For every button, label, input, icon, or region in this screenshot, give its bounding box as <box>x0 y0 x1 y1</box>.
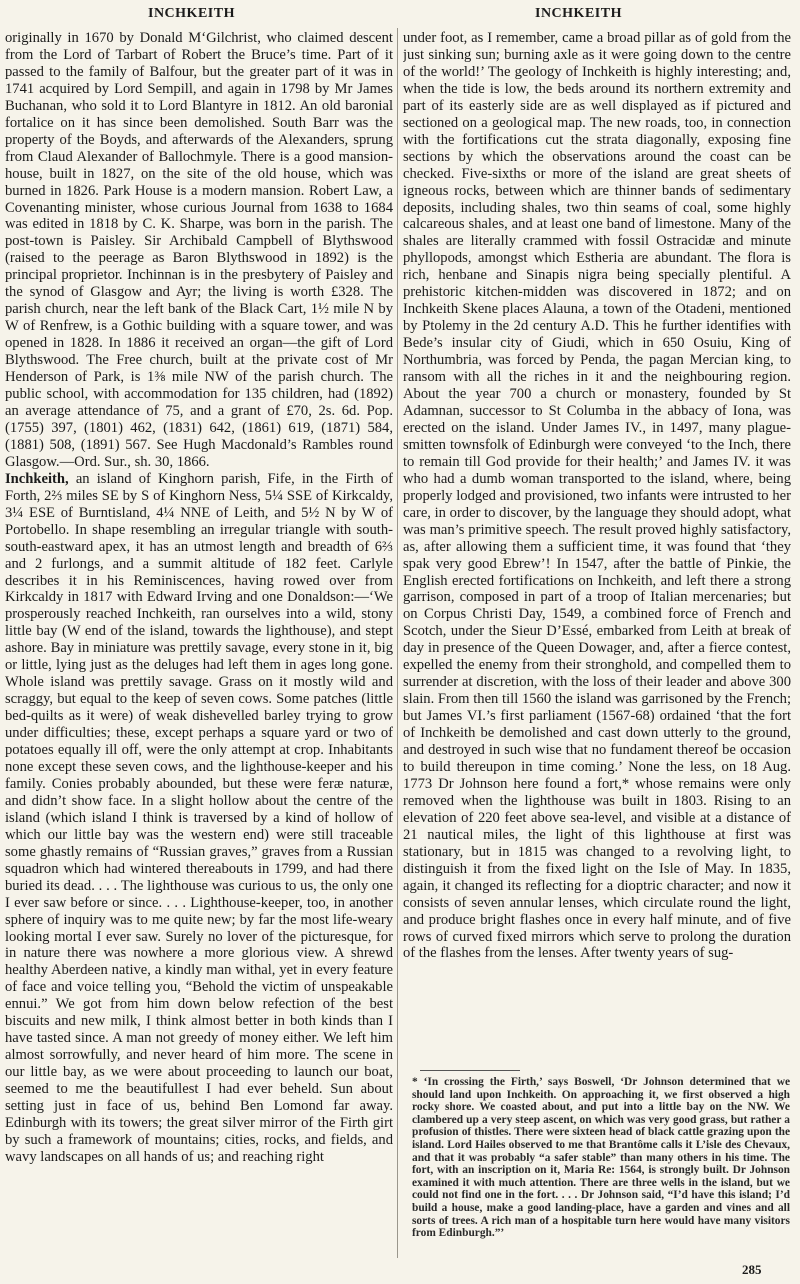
inchkeith-continuation: under foot, as I remember, came a broad pillar as of gold from the just sinking sun; burning axle as it were going down to the centre of the world!’ The geology of Inchkeith is highly interesting; and, when the tide is low, the beds around its northern extremity and part of its easterly side are as well displayed as if pictured and sectioned on a geological map. The new roads, too, in connection with the fortifications cut the strata diagonally, exposing fine sections by which the observations around the coast can be checked. Five-sixths or more of the island are great sheets of igneous rocks, between which are thinner bands of sedimentary deposits, including shales, two thin seams of coal, some highly calcareous shales, and at least one band of limestone. Many of the shales are literally crammed with fossil Ostracidæ and minute phyllopods, amongst which Estheria are abundant. The flora is rich, henbane and Sinapis nigra being specially plentiful. A prehistoric kitchen-midden was discovered in 1872; and on Inchkeith Skene places Alauna, a town of the Otadeni, mentioned by Ptolemy in the 2d century A.D. This he further identifies with Bede’s insular city of Giudi, which in 650 Osuiu, King of Northumbria, was forced by Penda, the pagan Mercian king, to ransom with all the riches in it and the neighbouring region. About the year 700 a church or monastery, founded by St Adamnan, successor to St Columba in the abbacy of Iona, was erected on the island. Under James IV., in 1497, many plague-smitten townsfolk of Edinburgh were conveyed ‘to the Inch, there to remain till God provide for their health;’ and James IV. it was who had a dumb woman transported to the island, where, being properly lodged and provisioned, two infants were intrusted to her care, in order to discover, by the language they should adopt, what was man’s primitive speech. The result proved highly satisfactory, as, after allowing them a sufficient time, it was found that ‘they spak very good Ebrew’! In 1547, after the battle of Pinkie, the English erected fortifications on Inchkeith, and left there a strong garrison, composed in part of a troop of Italian mercenaries; but on Corpus Christi Day, 1549, a combined force of French and Scotch, under the Sieur D’Essé, embarked from Leith at break of day in presence of the Queen Dowager, and, after a fierce contest, expelled the enemy from their stronghold, and compelled them to surrender at discretion, with the loss of their leader and above 300 slain. From then till 1560 the island was garrisoned by the French; but James VI.’s first parliament (1567-68) ordained ‘that the fort of Inchkeith be demolished and cast down utterly to the ground, and destroyed in such wise that no fundament thereof be occasion to build thereupon in time coming.’ None the less, on 18 Aug. 1773 Dr Johnson here found a fort,* whose remains were only removed when the lighthouse was built in 1803. Rising to an elevation of 220 feet above sea-level, and visible at a distance of 21 nautical miles, the light of this lighthouse at first was stationary, but in 1815 was changed to a revolving light, to distinguish it from the fixed light on the Isle of May. In 1835, again, it changed its reflecting for a dioptric character; and now it consists of seven annular lenses, which circulate round the light, and produce bright flashes once in every half minute, and of five rows of curved fixed mirrors which serve to prolong the duration of the flashes from the lenses. After twenty years of sug- <box>403 30 791 962</box>
page-number: 285 <box>742 1262 762 1277</box>
footnote-rule <box>420 1070 520 1071</box>
inchkeith-entry <box>5 471 393 1166</box>
left-column <box>5 30 393 1280</box>
column-divider <box>397 28 398 1258</box>
right-column <box>403 30 791 1070</box>
entry-body: an island of Kinghorn parish, Fife, in the Firth of Forth, 2⅔ miles SE by S of Kinghorn Ness, 5¼ SSE of Kirkcaldy, 3¼ ESE of Burntisland, 4¼ NNE of Leith, and 5½ N by W of Portobello. In shape resembling an irregular triangle with south-south-eastward apex, it has an utmost length and breadth of 6⅔ and 2 furlongs, and a summit altitude of 182 feet. Carlyle describes it in his Reminiscences, having rowed over from Kirkcaldy in 1817 with Edward Irving and one Donaldson:—‘We prosperously reached Inchkeith, ran ourselves into a wild, stony little bay (W end of the island, towards the lighthouse), and stept ashore. Bay in miniature was prettily savage, every stone in it, big or little, lying just as the deluges had left them in ages long gone. Whole island was prettily savage. Grass on it mostly wild and scraggy, but equal to the keep of seven cows. Some patches (little bed-quilts as it were) of weak dishevelled barley trying to grow under difficulties; these, except perhaps a square yard or two of potatoes equally ill off, were the only attempt at crop. Inhabitants none except these seven cows, and the lighthouse-keeper and his family. Conies probably abounded, but these were feræ naturæ, and didn’t show face. In a slight hollow about the centre of the island (which island I think is traversed by a kind of hollow of which our little bay was the western end) were still traceable some ghastly remains of “Russian graves,” graves from a Russian squadron which had wintered thereabouts in 1799, and had there buried its dead. . . . The lighthouse was curious to us, the only one I ever saw before or since. . . . Lighthouse-keeper, too, in another sphere of inquiry was to me quite new; by far the most life-weary looking mortal I ever saw. Surely no lover of the picturesque, for in nature there was nowhere a more glorious view. A shrewd healthy Aberdeen native, a kindly man withal, yet in every feature of face and voice telling you, “Behold the victim of unspeakable ennui.” We got from him down below refection of the best biscuits and new milk, I think almost better in both kinds than I have tasted since. A man not greedy of money either. We left him almost sorrowfully, and never heard of him more. The scene in our little bay, as we were about proceeding to launch our boat, seemed to me the beautifullest I had ever beheld. Sun about setting just in face of us, behind Ben Lomond far away. Edinburgh with its towers; the great silver mirror of the Firth girt by such a framework of mountains; cities, rocks, and fields, and wavy landscapes on all hands of us; and reaching right <box>5 470 393 1165</box>
inchinnan-continuation: originally in 1670 by Donald M‘Gilchrist, who claimed descent from the Lord of Tarbart of Robert the Bruce’s time. Part of it passed to the family of Balfour, but the greater part of it was in 1741 acquired by Lord Sempill, and again in 1798 by Mr James Buchanan, who sold it to Lord Blantyre in 1812. An old baronial fortalice on it has since been demolished. South Barr was the property of the Boyds, and afterwards of the Alexanders, sprung from Claud Alexander of Ballochmyle. There is a good mansion-house, built in 1827, on the site of the old house, which was burned in 1826. Park House is a modern mansion. Robert Law, a Covenanting minister, whose curious Journal from 1638 to 1684 was edited in 1818 by C. K. Sharpe, was born in the parish. The post-town is Paisley. Sir Archibald Campbell of Blythswood (raised to the peerage as Baron Blythswood in 1892) is the principal proprietor. Inchinnan is in the presbytery of Paisley and the synod of Glasgow and Ayr; the living is worth £328. The parish church, near the left bank of the Black Cart, 1½ mile N by W of Renfrew, is a Gothic building with a square tower, and was opened in 1828. In 1886 it received an organ—the gift of Lord Blythswood. The Free church, built at the private cost of Mr Henderson of Park, is 1⅜ mile NW of the parish church. The public school, with accommodation for 135 children, had (1892) an average attendance of 75, and a grant of £70, 2s. 6d. Pop. (1755) 397, (1801) 462, (1831) 642, (1861) 619, (1871) 584, (1881) 508, (1891) 567. See Hugh Macdonald’s Rambles round Glasgow.—Ord. Sur., sh. 30, 1866. <box>5 30 393 470</box>
footnote: * ‘In crossing the Firth,’ says Boswell, ‘Dr Johnson determined that we should land upon Inchkeith. On approaching it, we first observed a high rocky shore. We coasted about, and put into a little bay on the NW. We clambered up a very steep ascent, on which was very good grass, but rather a profusion of thistles. There were sixteen head of black cattle grazing upon the island. Lord Hailes observed to me that Brantôme calls it L’isle des Chevaux, and that it was probably “a safer stable” than many others in his time. The fort, with an inscription on it, Maria Re: 1564, is strongly built. Dr Johnson examined it with much attention. There are three wells in the island, but we could not find one in the fort. . . . Dr Johnson said, “I’d have this island; I’d build a house, make a good landing-place, have a garden and vines and all sorts of trees. A rich man of a hospitable turn here would have many visitors from Edinburgh.”’ <box>412 1076 790 1240</box>
running-header <box>0 6 800 26</box>
header-left: INCHKEITH <box>148 6 235 21</box>
entry-title: Inchkeith, <box>5 470 69 487</box>
header-right: INCHKEITH <box>535 6 622 21</box>
